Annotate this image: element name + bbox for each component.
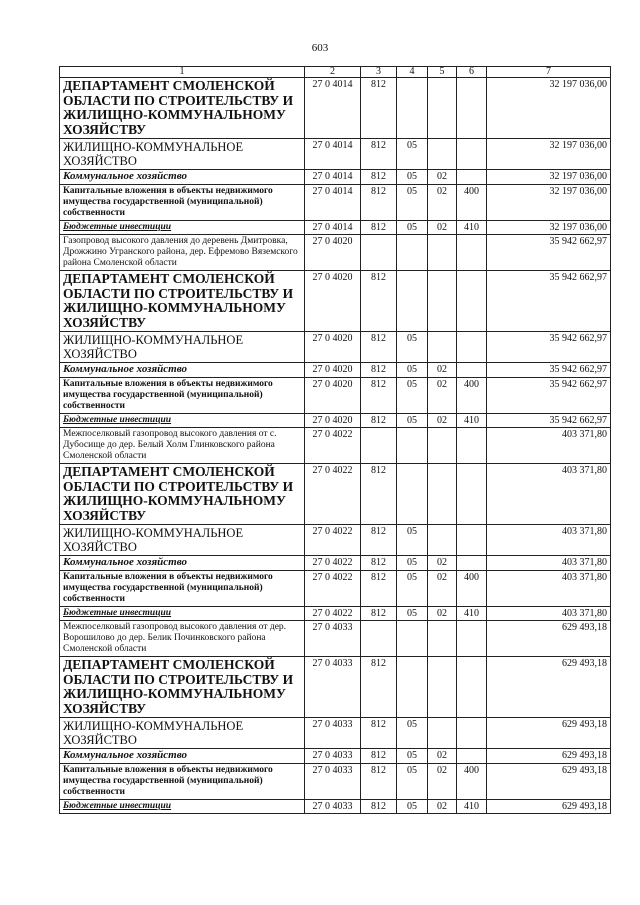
row-name: Бюджетные инвестиции — [60, 413, 305, 428]
amount-cell: 35 942 662,97 — [487, 377, 611, 413]
row-name: Коммунальное хозяйство — [60, 170, 305, 185]
amount-cell: 35 942 662,97 — [487, 363, 611, 378]
target-article-code: 27 0 4033 — [305, 799, 361, 814]
section-code: 05 — [397, 413, 428, 428]
subsection-code — [428, 428, 457, 464]
department-code: 812 — [361, 718, 397, 749]
amount-cell: 32 197 036,00 — [487, 184, 611, 220]
subsection-code: 02 — [428, 749, 457, 764]
section-code: 05 — [397, 799, 428, 814]
section-code: 05 — [397, 184, 428, 220]
expense-type-code — [457, 621, 487, 657]
target-article-code: 27 0 4020 — [305, 377, 361, 413]
department-code — [361, 428, 397, 464]
table-row — [60, 464, 611, 525]
column-header: 3 — [361, 67, 397, 78]
column-header: 4 — [397, 67, 428, 78]
section-code: 05 — [397, 749, 428, 764]
amount-cell: 403 371,80 — [487, 556, 611, 571]
target-article-code: 27 0 4022 — [305, 428, 361, 464]
subsection-code — [428, 657, 457, 718]
department-code: 812 — [361, 799, 397, 814]
department-code: 812 — [361, 749, 397, 764]
department-code: 812 — [361, 170, 397, 185]
subsection-code: 02 — [428, 763, 457, 799]
department-code: 812 — [361, 413, 397, 428]
section-code: 05 — [397, 763, 428, 799]
row-name: Коммунальное хозяйство — [60, 749, 305, 764]
section-code: 05 — [397, 556, 428, 571]
table-row — [60, 377, 611, 413]
target-article-code: 27 0 4020 — [305, 363, 361, 378]
row-name: Капитальные вложения в объекты недвижимого имущества государственной (муниципальной) собственности — [60, 570, 305, 606]
subsection-code: 02 — [428, 570, 457, 606]
subsection-code — [428, 271, 457, 332]
row-name: ЖИЛИЩНО-КОММУНАЛЬНОЕ ХОЗЯЙСТВО — [60, 332, 305, 363]
budget-table — [59, 66, 611, 814]
expense-type-code: 400 — [457, 570, 487, 606]
amount-cell: 32 197 036,00 — [487, 170, 611, 185]
expense-type-code — [457, 271, 487, 332]
target-article-code: 27 0 4022 — [305, 556, 361, 571]
target-article-code: 27 0 4020 — [305, 271, 361, 332]
department-code: 812 — [361, 570, 397, 606]
table-row — [60, 763, 611, 799]
target-article-code: 27 0 4022 — [305, 464, 361, 525]
table-row — [60, 170, 611, 185]
department-code: 812 — [361, 363, 397, 378]
row-name: ДЕПАРТАМЕНТ СМОЛЕНСКОЙ ОБЛАСТИ ПО СТРОИТЕЛЬСТВУ И ЖИЛИЩНО-КОММУНАЛЬНОМУ ХОЗЯЙСТВУ — [60, 271, 305, 332]
amount-cell: 629 493,18 — [487, 749, 611, 764]
section-code — [397, 271, 428, 332]
subsection-code: 02 — [428, 606, 457, 621]
section-code — [397, 464, 428, 525]
row-name: Межпоселковый газопровод высокого давления от дер. Ворошилово до дер. Белик Починковского района Смоленской области — [60, 621, 305, 657]
row-name: ДЕПАРТАМЕНТ СМОЛЕНСКОЙ ОБЛАСТИ ПО СТРОИТЕЛЬСТВУ И ЖИЛИЩНО-КОММУНАЛЬНОМУ ХОЗЯЙСТВУ — [60, 464, 305, 525]
department-code: 812 — [361, 332, 397, 363]
row-name: ЖИЛИЩНО-КОММУНАЛЬНОЕ ХОЗЯЙСТВО — [60, 525, 305, 556]
subsection-code: 02 — [428, 184, 457, 220]
amount-cell: 32 197 036,00 — [487, 139, 611, 170]
section-code: 05 — [397, 570, 428, 606]
section-code: 05 — [397, 606, 428, 621]
amount-cell: 629 493,18 — [487, 657, 611, 718]
expense-type-code — [457, 78, 487, 139]
column-header: 5 — [428, 67, 457, 78]
table-row — [60, 570, 611, 606]
expense-type-code — [457, 556, 487, 571]
expense-type-code — [457, 428, 487, 464]
section-code: 05 — [397, 718, 428, 749]
department-code: 812 — [361, 139, 397, 170]
column-header: 6 — [457, 67, 487, 78]
subsection-code — [428, 621, 457, 657]
target-article-code: 27 0 4033 — [305, 749, 361, 764]
department-code: 812 — [361, 525, 397, 556]
table-row — [60, 525, 611, 556]
subsection-code — [428, 78, 457, 139]
department-code: 812 — [361, 271, 397, 332]
table-row — [60, 332, 611, 363]
target-article-code: 27 0 4033 — [305, 718, 361, 749]
amount-cell: 403 371,80 — [487, 428, 611, 464]
expense-type-code — [457, 170, 487, 185]
expense-type-code: 410 — [457, 606, 487, 621]
section-code — [397, 428, 428, 464]
amount-cell: 32 197 036,00 — [487, 78, 611, 139]
table-row — [60, 606, 611, 621]
table-row — [60, 657, 611, 718]
target-article-code: 27 0 4020 — [305, 332, 361, 363]
department-code: 812 — [361, 556, 397, 571]
amount-cell: 35 942 662,97 — [487, 413, 611, 428]
section-code: 05 — [397, 139, 428, 170]
column-header: 2 — [305, 67, 361, 78]
subsection-code — [428, 464, 457, 525]
target-article-code: 27 0 4014 — [305, 78, 361, 139]
subsection-code — [428, 139, 457, 170]
department-code: 812 — [361, 464, 397, 525]
section-code — [397, 657, 428, 718]
table-row — [60, 556, 611, 571]
target-article-code: 27 0 4014 — [305, 170, 361, 185]
amount-cell: 403 371,80 — [487, 464, 611, 525]
row-name: Капитальные вложения в объекты недвижимого имущества государственной (муниципальной) собственности — [60, 377, 305, 413]
table-row — [60, 184, 611, 220]
row-name: ЖИЛИЩНО-КОММУНАЛЬНОЕ ХОЗЯЙСТВО — [60, 718, 305, 749]
row-name: Бюджетные инвестиции — [60, 220, 305, 235]
row-name: Коммунальное хозяйство — [60, 556, 305, 571]
table-row — [60, 799, 611, 814]
section-code — [397, 621, 428, 657]
expense-type-code: 400 — [457, 377, 487, 413]
expense-type-code: 400 — [457, 184, 487, 220]
table-header-row — [60, 67, 611, 78]
section-code: 05 — [397, 525, 428, 556]
table-row — [60, 363, 611, 378]
row-name: Бюджетные инвестиции — [60, 799, 305, 814]
amount-cell: 629 493,18 — [487, 718, 611, 749]
department-code — [361, 621, 397, 657]
subsection-code: 02 — [428, 413, 457, 428]
amount-cell: 32 197 036,00 — [487, 220, 611, 235]
page-number: 603 — [311, 42, 329, 54]
table-row — [60, 621, 611, 657]
expense-type-code — [457, 332, 487, 363]
amount-cell: 629 493,18 — [487, 621, 611, 657]
subsection-code: 02 — [428, 377, 457, 413]
target-article-code: 27 0 4020 — [305, 413, 361, 428]
subsection-code: 02 — [428, 799, 457, 814]
target-article-code: 27 0 4022 — [305, 606, 361, 621]
department-code: 812 — [361, 763, 397, 799]
target-article-code: 27 0 4022 — [305, 570, 361, 606]
table-row — [60, 428, 611, 464]
section-code: 05 — [397, 332, 428, 363]
amount-cell: 629 493,18 — [487, 763, 611, 799]
row-name: ЖИЛИЩНО-КОММУНАЛЬНОЕ ХОЗЯЙСТВО — [60, 139, 305, 170]
target-article-code: 27 0 4014 — [305, 184, 361, 220]
subsection-code: 02 — [428, 363, 457, 378]
amount-cell: 35 942 662,97 — [487, 271, 611, 332]
target-article-code: 27 0 4022 — [305, 525, 361, 556]
department-code: 812 — [361, 657, 397, 718]
section-code: 05 — [397, 363, 428, 378]
expense-type-code — [457, 525, 487, 556]
row-name: Коммунальное хозяйство — [60, 363, 305, 378]
subsection-code — [428, 525, 457, 556]
department-code: 812 — [361, 606, 397, 621]
subsection-code — [428, 235, 457, 271]
department-code: 812 — [361, 377, 397, 413]
target-article-code: 27 0 4014 — [305, 220, 361, 235]
table-row — [60, 718, 611, 749]
row-name: Межпоселковый газопровод высокого давления от с. Дубосище до дер. Белый Холм Глинковского района Смоленской области — [60, 428, 305, 464]
table-row — [60, 413, 611, 428]
department-code: 812 — [361, 78, 397, 139]
subsection-code: 02 — [428, 556, 457, 571]
subsection-code — [428, 332, 457, 363]
section-code: 05 — [397, 170, 428, 185]
expense-type-code — [457, 749, 487, 764]
row-name: Капитальные вложения в объекты недвижимого имущества государственной (муниципальной) собственности — [60, 763, 305, 799]
table-row — [60, 235, 611, 271]
department-code: 812 — [361, 220, 397, 235]
subsection-code — [428, 718, 457, 749]
target-article-code: 27 0 4033 — [305, 763, 361, 799]
department-code — [361, 235, 397, 271]
department-code: 812 — [361, 184, 397, 220]
expense-type-code — [457, 718, 487, 749]
row-name: ДЕПАРТАМЕНТ СМОЛЕНСКОЙ ОБЛАСТИ ПО СТРОИТЕЛЬСТВУ И ЖИЛИЩНО-КОММУНАЛЬНОМУ ХОЗЯЙСТВУ — [60, 657, 305, 718]
expense-type-code — [457, 139, 487, 170]
target-article-code: 27 0 4020 — [305, 235, 361, 271]
amount-cell: 403 371,80 — [487, 570, 611, 606]
section-code: 05 — [397, 220, 428, 235]
row-name: Капитальные вложения в объекты недвижимого имущества государственной (муниципальной) собственности — [60, 184, 305, 220]
row-name: Бюджетные инвестиции — [60, 606, 305, 621]
expense-type-code: 410 — [457, 220, 487, 235]
section-code — [397, 78, 428, 139]
target-article-code: 27 0 4033 — [305, 621, 361, 657]
table-row — [60, 749, 611, 764]
expense-type-code — [457, 363, 487, 378]
expense-type-code: 410 — [457, 799, 487, 814]
expense-type-code — [457, 657, 487, 718]
amount-cell: 403 371,80 — [487, 525, 611, 556]
amount-cell: 35 942 662,97 — [487, 235, 611, 271]
table-row — [60, 220, 611, 235]
target-article-code: 27 0 4014 — [305, 139, 361, 170]
section-code — [397, 235, 428, 271]
subsection-code: 02 — [428, 170, 457, 185]
expense-type-code: 400 — [457, 763, 487, 799]
section-code: 05 — [397, 377, 428, 413]
expense-type-code — [457, 235, 487, 271]
column-header: 1 — [60, 67, 305, 78]
amount-cell: 35 942 662,97 — [487, 332, 611, 363]
expense-type-code: 410 — [457, 413, 487, 428]
table-row — [60, 139, 611, 170]
table-row — [60, 78, 611, 139]
target-article-code: 27 0 4033 — [305, 657, 361, 718]
expense-type-code — [457, 464, 487, 525]
table-row — [60, 271, 611, 332]
amount-cell: 629 493,18 — [487, 799, 611, 814]
row-name: ДЕПАРТАМЕНТ СМОЛЕНСКОЙ ОБЛАСТИ ПО СТРОИТЕЛЬСТВУ И ЖИЛИЩНО-КОММУНАЛЬНОМУ ХОЗЯЙСТВУ — [60, 78, 305, 139]
column-header: 7 — [487, 67, 611, 78]
row-name: Газопровод высокого давления до деревень Дмитровка, Дрожжино Угранского района, дер. Ефремово Вяземского района Смоленской области — [60, 235, 305, 271]
subsection-code: 02 — [428, 220, 457, 235]
amount-cell: 403 371,80 — [487, 606, 611, 621]
